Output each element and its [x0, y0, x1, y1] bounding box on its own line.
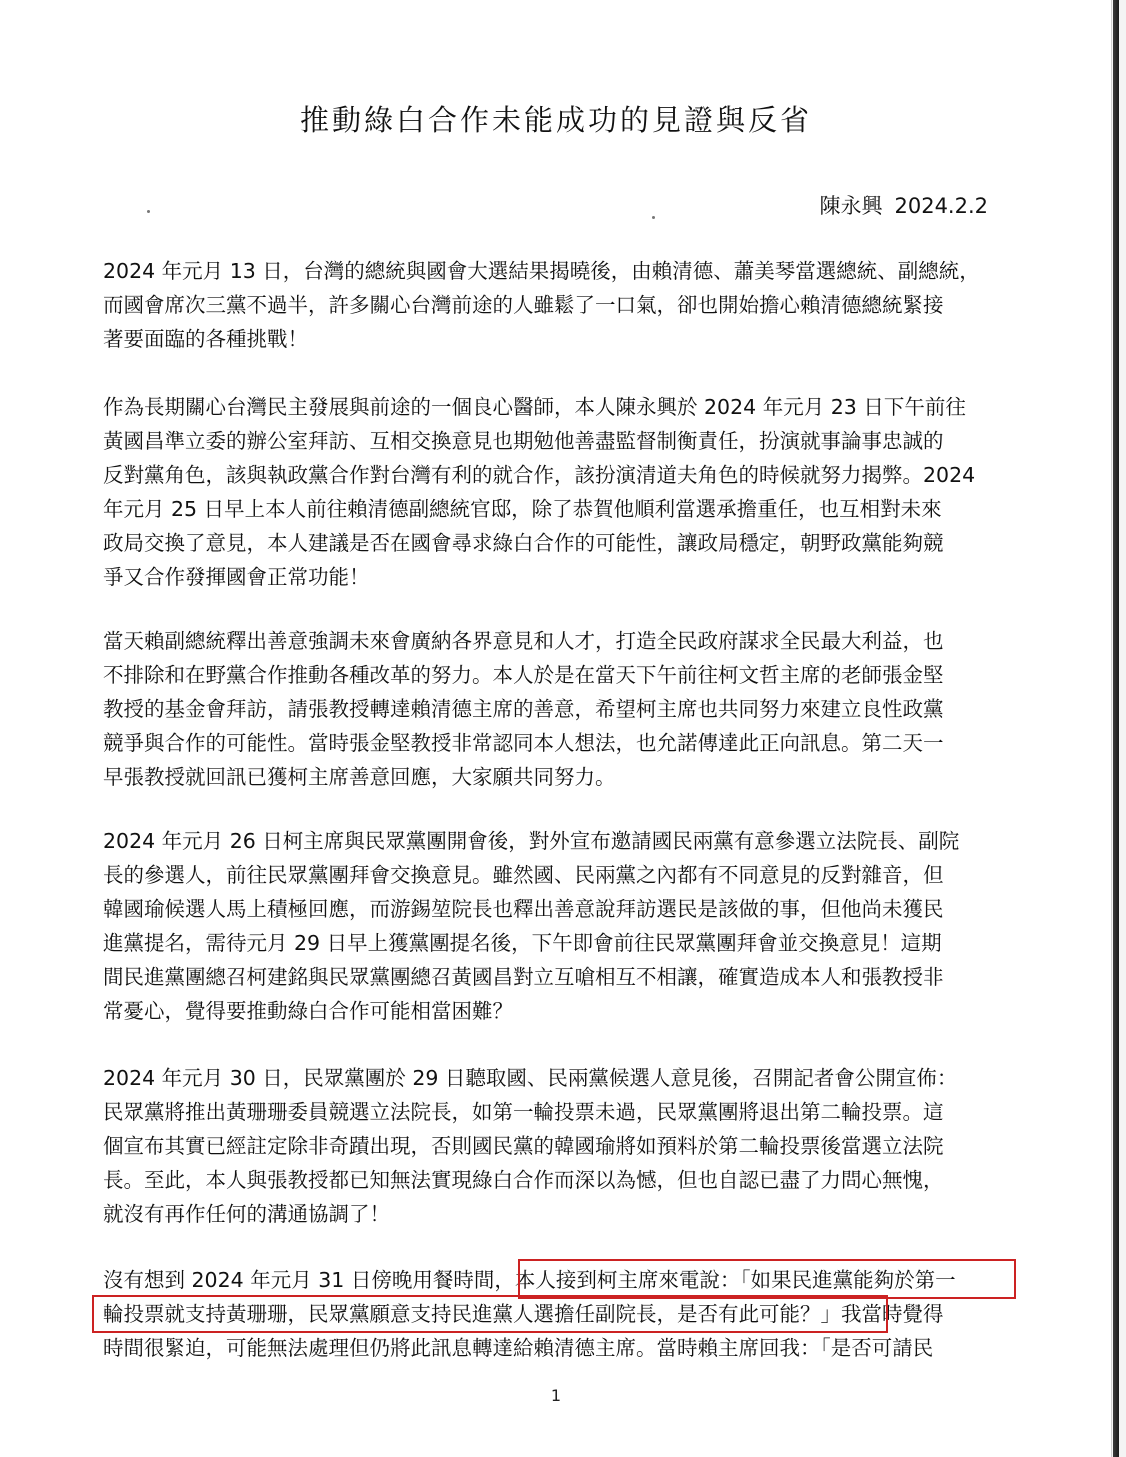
text-line: 民眾黨將推出黃珊珊委員競選立法院長，如第一輪投票未過，民眾黨團將退出第二輪投票。這 — [103, 1100, 944, 1124]
text-line: 常憂心，覺得要推動綠白合作可能相當困難？ — [103, 999, 513, 1023]
text-line: 2024 年元月 26 日柯主席與民眾黨團開會後，對外宣布邀請國民兩黨有意參選立法院長、副院 — [103, 829, 960, 853]
text-line: 長的參選人，前往民眾黨團拜會交換意見。雖然國、民兩黨之內都有不同意見的反對雜音，但 — [103, 863, 944, 887]
page-number: 1 — [550, 1386, 562, 1405]
text-line: 時間很緊迫，可能無法處理但仍將此訊息轉達給賴清德主席。當時賴主席回我：「是否可請民 — [103, 1336, 934, 1360]
text-line: 爭又合作發揮國會正常功能！ — [103, 565, 370, 589]
paragraph-5 — [103, 1061, 1018, 1231]
author-name: 陳永興 — [819, 194, 883, 218]
byline — [819, 190, 988, 220]
text-line: 沒有想到 2024 年元月 31 日傍晚用餐時間，本人接到柯主席來電說：「如果民進黨能夠於第一 — [103, 1268, 956, 1292]
highlight-box-bottom — [92, 1295, 888, 1333]
document-title: 推動綠白合作未能成功的見證與反省 — [299, 103, 812, 137]
text-line: 間民進黨團總召柯建銘與民眾黨團總召黃國昌對立互嗆相互不相讓，確實造成本人和張教授非 — [103, 965, 944, 989]
text-line: 韓國瑜候選人馬上積極回應，而游錫堃院長也釋出善意說拜訪選民是該做的事，但他尚未獲民 — [103, 897, 944, 921]
text-line: 著要面臨的各種挑戰！ — [103, 327, 308, 351]
text-line: 2024 年元月 30 日，民眾黨團於 29 日聽取國、民兩黨候選人意見後，召開記者會公開宣佈： — [103, 1066, 958, 1090]
scan-edge — [1113, 0, 1119, 1457]
text-line: 政局交換了意見，本人建議是否在國會尋求綠白合作的可能性，讓政局穩定，朝野政黨能夠競 — [103, 531, 944, 555]
text-line: 作為長期關心台灣民主發展與前途的一個良心醫師，本人陳永興於 2024 年元月 23 日下午前往 — [103, 395, 966, 419]
text-line: 黃國昌準立委的辦公室拜訪、互相交換意見也期勉他善盡監督制衡責任，扮演就事論事忠誠的 — [103, 429, 944, 453]
text-line: 當天賴副總統釋出善意強調未來會廣納各界意見和人才，打造全民政府謀求全民最大利益，也 — [103, 629, 944, 653]
document-date: 2024.2.2 — [894, 194, 988, 218]
highlight-box-top — [518, 1259, 1016, 1299]
text-line: 長。至此，本人與張教授都已知無法實現綠白合作而深以為憾，但也自認已盡了力問心無愧， — [103, 1168, 944, 1192]
paragraph-2 — [103, 390, 1018, 594]
text-line: 就沒有再作任何的溝通協調了！ — [103, 1202, 390, 1226]
text-line: 2024 年元月 13 日，台灣的總統與國會大選結果揭曉後，由賴清德、蕭美琴當選總統、副總統， — [103, 259, 980, 283]
text-line: 進黨提名，需待元月 29 日早上獲黨團提名後，下午即會前往民眾黨團拜會並交換意見！這期 — [103, 931, 942, 955]
text-line: 早張教授就回訊已獲柯主席善意回應，大家願共同努力。 — [103, 765, 616, 789]
text-line: 教授的基金會拜訪，請張教授轉達賴清德主席的善意，希望柯主席也共同努力來建立良性政黨 — [103, 697, 944, 721]
paragraph-3 — [103, 624, 1018, 794]
text-line: 反對黨角色，該與執政黨合作對台灣有利的就合作，該扮演清道夫角色的時候就努力揭弊。2024 — [103, 463, 976, 487]
paragraph-4 — [103, 824, 1018, 1028]
text-line: 年元月 25 日早上本人前往賴清德副總統官邸，除了恭賀他順利當選承擔重任，也互相對未來 — [103, 497, 942, 521]
text-line: 個宣布其實已經註定除非奇蹟出現，否則國民黨的韓國瑜將如預料於第二輪投票後當選立法院 — [103, 1134, 944, 1158]
scan-speck — [652, 216, 655, 219]
text-line: 競爭與合作的可能性。當時張金堅教授非常認同本人想法，也允諾傳達此正向訊息。第二天一 — [103, 731, 944, 755]
text-line: 不排除和在野黨合作推動各種改革的努力。本人於是在當天下午前往柯文哲主席的老師張金堅 — [103, 663, 944, 687]
text-line: 輪投票就支持黃珊珊，民眾黨願意支持民進黨人選擔任副院長，是否有此可能？」我當時覺得 — [103, 1302, 944, 1326]
paragraph-1 — [103, 254, 1018, 356]
text-line: 而國會席次三黨不過半，許多關心台灣前途的人雖鬆了一口氣，卻也開始擔心賴清德總統緊接 — [103, 293, 944, 317]
scan-speck — [147, 210, 150, 213]
